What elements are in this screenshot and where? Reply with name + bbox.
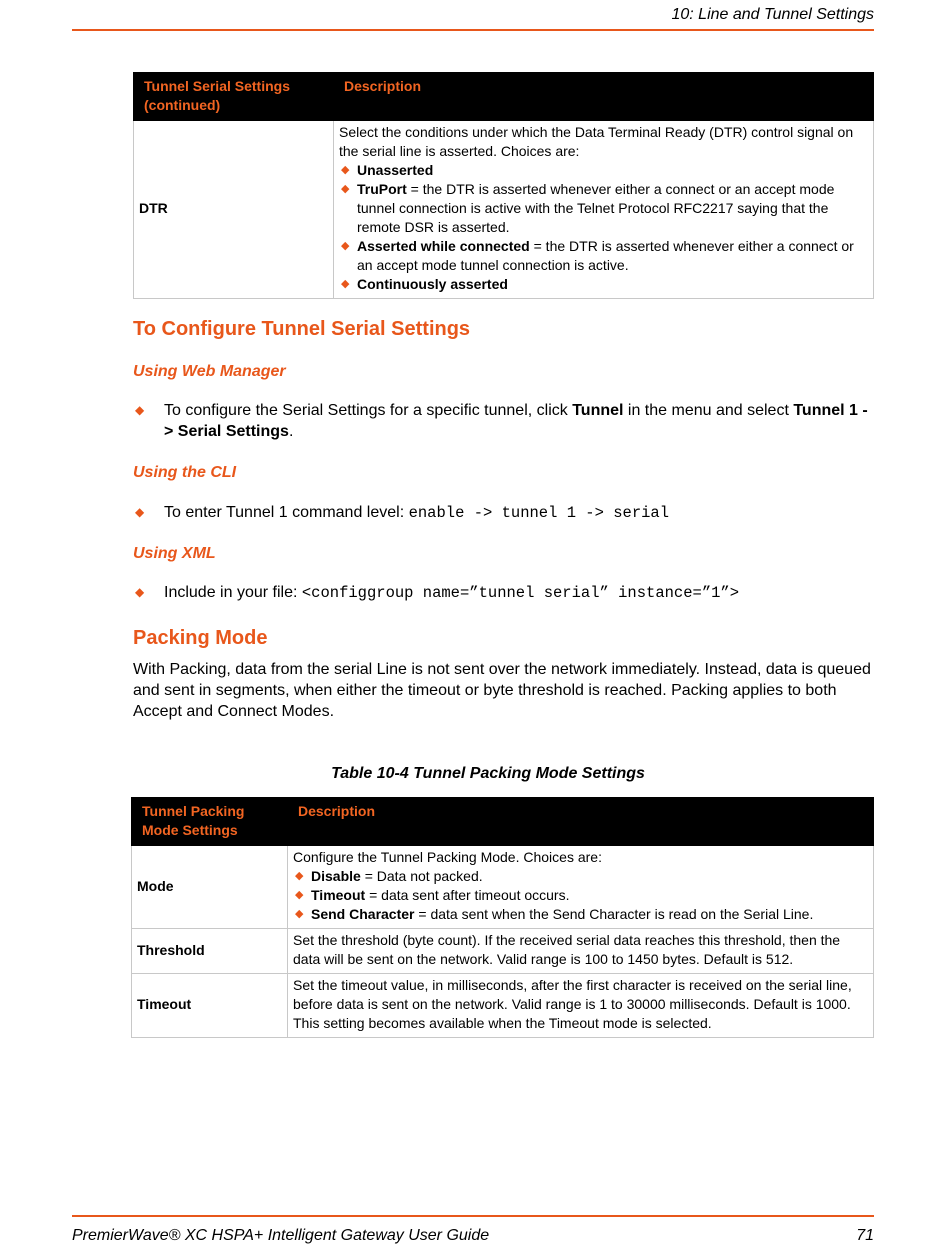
setting-name-timeout: Timeout [132,974,288,1038]
table-header-row [134,73,874,121]
column-header-description: Description [288,798,874,846]
option-text: = Data not packed. [360,868,483,884]
header-rule [72,29,874,31]
xml-instruction [133,582,873,604]
chapter-header: 10: Line and Tunnel Settings [671,6,874,23]
option-term: Unasserted [357,162,434,178]
instruction-text: To configure the Serial Settings for a specific tunnel, click [164,402,573,419]
option-text: = data sent when the Send Character is read on the Serial Line. [414,906,814,922]
column-header-settings: Tunnel Serial Settings (continued) [134,73,334,121]
table-row [132,846,874,929]
menu-tunnel-label: Tunnel [572,402,624,419]
menu-path-label: Tunnel 1 -> Serial Settings [164,402,868,440]
column-header-description: Description [334,73,874,121]
diamond-bullet-icon: ◆ [341,183,350,195]
option-term: TruPort [357,181,407,197]
diamond-bullet-icon: ◆ [295,870,304,882]
option-term: Disable [311,868,361,884]
page-number: 71 [856,1227,874,1244]
subheading-cli: Using the CLI [133,464,237,481]
diamond-bullet-icon: ◆ [295,908,304,920]
table-row [132,929,874,974]
option-term: Asserted while connected [357,238,530,254]
subheading-xml: Using XML [133,545,216,562]
diamond-bullet-icon: ◆ [135,403,145,417]
footer-rule [72,1215,874,1217]
setting-name-dtr: DTR [134,121,334,299]
diamond-bullet-icon: ◆ [135,505,145,519]
instruction-text: in the menu and select [623,402,794,419]
option-text: = the DTR is asserted whenever either a connect or an accept mode tunnel connection is active. [357,238,854,273]
setting-description-timeout: Set the timeout value, in milliseconds, after the first character is received on the serial line, before data is sent on the network. Valid range is 1 to 30000 milliseconds. Default is 1000. This setting becomes available when the Timeout mode is selected. [288,974,874,1038]
xml-code: <configgroup name=”tunnel serial” instance=”1”> [301,584,740,602]
option-term: Timeout [311,887,366,903]
cli-instruction [133,502,873,524]
dtr-intro: Select the conditions under which the Data Terminal Ready (DTR) control signal on the serial line is asserted. Choices are: [339,124,854,159]
column-header-settings: Tunnel Packing Mode Settings [132,798,288,846]
section-title-configure: To Configure Tunnel Serial Settings [133,318,471,340]
setting-description-dtr [334,121,874,299]
tunnel-serial-settings-table [133,72,874,299]
option-text: = data sent after timeout occurs. [365,887,570,903]
list-item [339,161,868,180]
instruction-text: Include in your file: [164,584,302,601]
list-item [293,886,868,905]
packing-description: With Packing, data from the serial Line is not sent over the network immediately. Instead, data is queued and sent in segments, when either the timeout or byte threshold is reached. Packing applies to both Accept and Connect Modes. [133,661,871,720]
mode-options-list [293,867,868,924]
setting-description-threshold: Set the threshold (byte count). If the received serial data reaches this threshold, then the data will be sent on the network. Valid range is 100 to 1450 bytes. Default is 512. [288,929,874,974]
cli-command-code: enable -> tunnel 1 -> serial [408,504,670,522]
list-item [339,237,868,275]
diamond-bullet-icon: ◆ [135,585,145,599]
diamond-bullet-icon: ◆ [295,889,304,901]
table-caption: Table 10-4 Tunnel Packing Mode Settings [331,765,645,782]
option-term: Continuously asserted [357,276,508,292]
table-row [132,974,874,1038]
section-title-packing-mode: Packing Mode [133,627,268,649]
setting-name-threshold: Threshold [132,929,288,974]
diamond-bullet-icon: ◆ [341,278,350,290]
tunnel-packing-mode-table [131,797,874,1038]
subheading-web-manager: Using Web Manager [133,363,286,380]
table-header-row [132,798,874,846]
diamond-bullet-icon: ◆ [341,240,350,252]
list-item [293,905,868,924]
web-manager-instruction [133,400,873,442]
list-item [339,180,868,237]
mode-intro: Configure the Tunnel Packing Mode. Choices are: [293,849,602,865]
list-item [339,275,868,294]
option-term: Send Character [311,906,415,922]
footer-guide-title: PremierWave® XC HSPA+ Intelligent Gateway User Guide [72,1227,490,1244]
diamond-bullet-icon: ◆ [341,164,350,176]
list-item [293,867,868,886]
instruction-text: To enter Tunnel 1 command level: [164,504,409,521]
setting-description-mode [288,846,874,929]
table-row [134,121,874,299]
instruction-text: . [288,423,294,440]
dtr-options-list [339,161,868,294]
setting-name-mode: Mode [132,846,288,929]
option-text: = the DTR is asserted whenever either a connect or an accept mode tunnel connection is active with the Telnet Protocol RFC2217 saying that the remote DSR is asserted. [357,181,835,235]
